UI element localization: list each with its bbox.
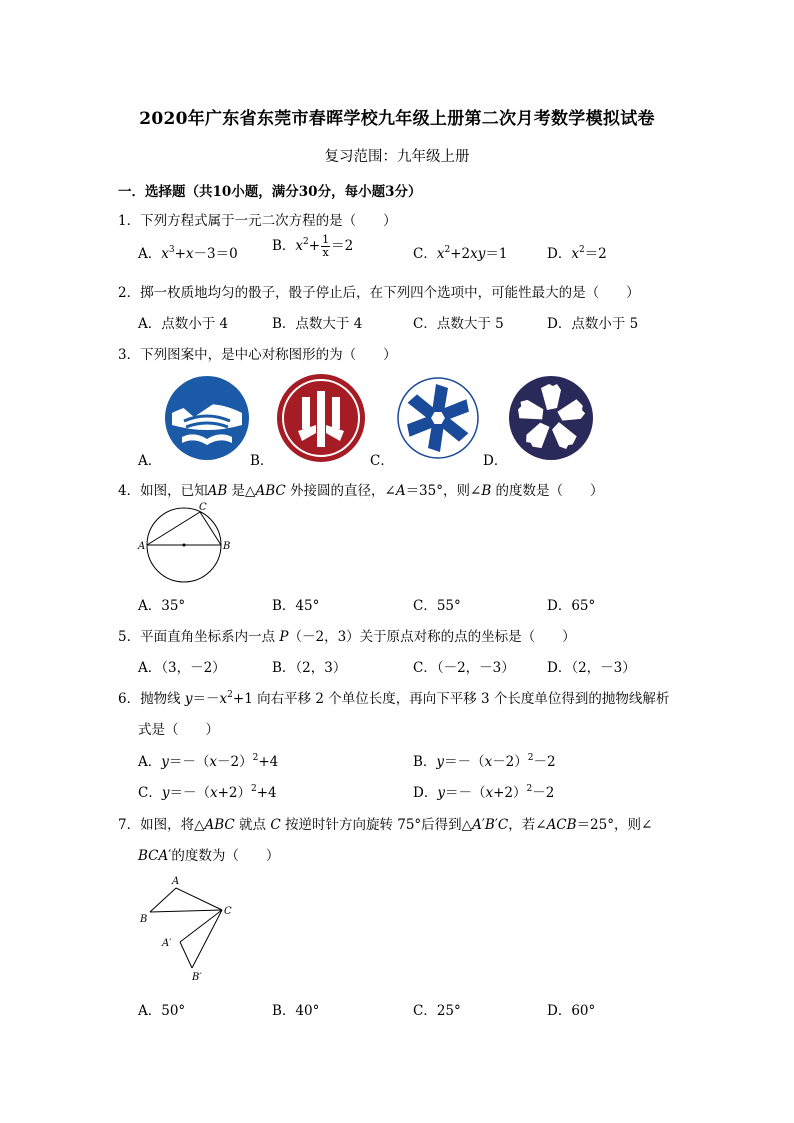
- section-heading: 一．选择题（共10小题，满分30分，每小题3分）: [118, 184, 422, 200]
- question-6-option-d: D．$y=-(x+2)^2-2$: [413, 784, 555, 801]
- question-3-label-a: A．: [138, 453, 162, 469]
- question-7-option-d: D．60°: [547, 1003, 596, 1019]
- question-3-label-b: B．: [250, 453, 274, 469]
- question-3-label-d: D．: [483, 453, 508, 469]
- question-5-option-a: A．（3，－2）: [138, 660, 226, 676]
- question-4-option-a: A．35°: [138, 598, 186, 614]
- logo-c-icon: [397, 377, 479, 459]
- question-2-option-a: A．点数小于 4: [138, 316, 229, 332]
- question-5-option-b: B．（2，3）: [272, 660, 347, 676]
- question-5-option-c: C．（－2，－3）: [413, 660, 515, 676]
- question-6-option-b: B．$y=-(x-2)^2-2$: [413, 753, 556, 770]
- logo-a-icon: [164, 375, 250, 461]
- fig4-label-b: B: [223, 541, 231, 552]
- question-3-stem: 3．下列图案中，是中心对称图形的为（ ）: [118, 347, 397, 363]
- question-7-figure: [136, 872, 240, 984]
- question-5-option-d: D．（2，－3）: [547, 660, 636, 676]
- page-subtitle: 复习范围：九年级上册: [324, 149, 470, 165]
- question-7-stem: 7．如图，将△ABC 就点 C 按逆时针方向旋转 75°后得到△A′B′C，若∠ACB＝25°，则∠: [118, 817, 653, 833]
- fraction: $\frac{1}{x}$: [322, 233, 330, 259]
- question-6-option-c: C．$y=-(x+2)^2+4$: [138, 784, 277, 801]
- question-1-stem: 1．下列方程式属于一元二次方程的是（ ）: [118, 213, 397, 229]
- fig4-label-c: C: [199, 502, 207, 513]
- question-1-option-c: C．$x^2+2xy=1$: [413, 245, 508, 262]
- question-3-label-c: C．: [370, 453, 394, 469]
- question-7-option-c: C．25°: [413, 1003, 461, 1019]
- question-2-option-c: C．点数大于 5: [413, 316, 504, 332]
- question-4-figure: [134, 500, 238, 584]
- question-2-option-d: D．点数小于 5: [547, 316, 639, 332]
- fig7-label-a-prime: A′: [162, 938, 172, 949]
- fig7-label-b: B: [140, 914, 148, 925]
- logo-d-icon: [508, 375, 594, 461]
- question-7-option-a: A．50°: [138, 1003, 186, 1019]
- question-6-stem: 6．抛物线 $y=-x^2+1$ 向右平移 2 个单位长度，再向下平移 3 个长度单位得到的抛物线解析: [118, 690, 670, 707]
- question-4-stem: 4．如图，已知AB 是△ABC 外接圆的直径，∠A＝35°，则∠B 的度数是（ ）: [118, 483, 604, 499]
- question-4-option-d: D．65°: [547, 598, 596, 614]
- question-1-option-d: D．$x^2=2$: [547, 245, 607, 262]
- logo-b-icon: [276, 373, 366, 463]
- question-6-option-a: A．$y=-(x-2)^2+4$: [138, 753, 279, 770]
- fig7-label-b-prime: B′: [192, 972, 202, 983]
- question-7-stem-line2: BCA′的度数为（ ）: [138, 848, 280, 864]
- page-title: 2020年广东省东莞市春晖学校九年级上册第二次月考数学模拟试卷: [139, 109, 655, 129]
- question-5-stem: 5．平面直角坐标系内一点 P（－2，3）关于原点对称的点的坐标是（ ）: [118, 629, 576, 645]
- fig7-label-c: C: [224, 906, 232, 917]
- question-1-option-a: A．$x^3+x-3=0$: [138, 245, 238, 262]
- question-2-option-b: B．点数大于 4: [272, 316, 363, 332]
- fig7-label-a: A: [172, 876, 180, 887]
- question-4-option-c: C．55°: [413, 598, 461, 614]
- question-7-option-b: B．40°: [272, 1003, 320, 1019]
- question-1-option-b: B．$x^2+$ $\frac{1}{x}$ ＝2: [272, 233, 354, 259]
- question-2-stem: 2．掷一枚质地均匀的骰子，骰子停止后，在下列四个选项中，可能性最大的是（ ）: [118, 285, 640, 301]
- fig4-label-a: A: [138, 541, 146, 552]
- question-6-stem-line2: 式是（ ）: [138, 722, 219, 738]
- question-4-option-b: B．45°: [272, 598, 320, 614]
